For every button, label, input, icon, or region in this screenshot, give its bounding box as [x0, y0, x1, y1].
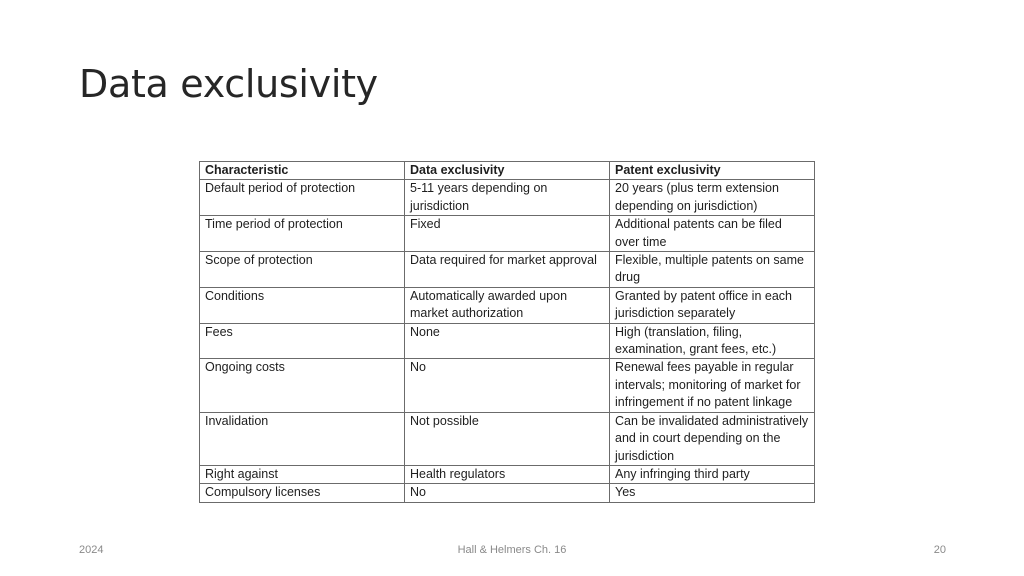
row-patent-exclusivity: 20 years (plus term extension depending on jurisdiction) [610, 180, 815, 216]
header-patent-exclusivity: Patent exclusivity [610, 162, 815, 180]
row-data-exclusivity: No [405, 484, 610, 502]
row-characteristic: Right against [200, 465, 405, 483]
header-data-exclusivity: Data exclusivity [405, 162, 610, 180]
row-characteristic: Default period of protection [200, 180, 405, 216]
slide-title: Data exclusivity [79, 62, 378, 106]
comparison-table-container [199, 161, 815, 503]
table-row [200, 484, 815, 502]
row-patent-exclusivity: Additional patents can be filed over time [610, 216, 815, 252]
row-patent-exclusivity: Can be invalidated administratively and in court depending on the jurisdiction [610, 412, 815, 465]
row-patent-exclusivity: Renewal fees payable in regular intervals; monitoring of market for infringement if no patent linkage [610, 359, 815, 412]
footer-source: Hall & Helmers Ch. 16 [457, 544, 567, 556]
row-patent-exclusivity: Any infringing third party [610, 465, 815, 483]
row-data-exclusivity: Not possible [405, 412, 610, 465]
row-data-exclusivity: 5-11 years depending on jurisdiction [405, 180, 610, 216]
table-header-row [200, 162, 815, 180]
row-characteristic: Scope of protection [200, 252, 405, 288]
row-patent-exclusivity: High (translation, filing, examination, grant fees, etc.) [610, 323, 815, 359]
table-row [200, 216, 815, 252]
row-characteristic: Fees [200, 323, 405, 359]
footer-date: 2024 [79, 544, 104, 556]
table-row [200, 180, 815, 216]
table-row [200, 252, 815, 288]
table-row [200, 465, 815, 483]
row-patent-exclusivity: Yes [610, 484, 815, 502]
table-row [200, 287, 815, 323]
row-data-exclusivity: None [405, 323, 610, 359]
header-characteristic: Characteristic [200, 162, 405, 180]
row-characteristic: Invalidation [200, 412, 405, 465]
row-data-exclusivity: Automatically awarded upon market authorization [405, 287, 610, 323]
row-patent-exclusivity: Flexible, multiple patents on same drug [610, 252, 815, 288]
row-data-exclusivity: No [405, 359, 610, 412]
table-row [200, 412, 815, 465]
row-patent-exclusivity: Granted by patent office in each jurisdiction separately [610, 287, 815, 323]
row-characteristic: Time period of protection [200, 216, 405, 252]
row-characteristic: Ongoing costs [200, 359, 405, 412]
table-row [200, 359, 815, 412]
table-row [200, 323, 815, 359]
row-data-exclusivity: Fixed [405, 216, 610, 252]
row-data-exclusivity: Health regulators [405, 465, 610, 483]
row-characteristic: Compulsory licenses [200, 484, 405, 502]
comparison-table [199, 161, 815, 503]
footer-page-number: 20 [933, 544, 946, 556]
row-characteristic: Conditions [200, 287, 405, 323]
row-data-exclusivity: Data required for market approval [405, 252, 610, 288]
